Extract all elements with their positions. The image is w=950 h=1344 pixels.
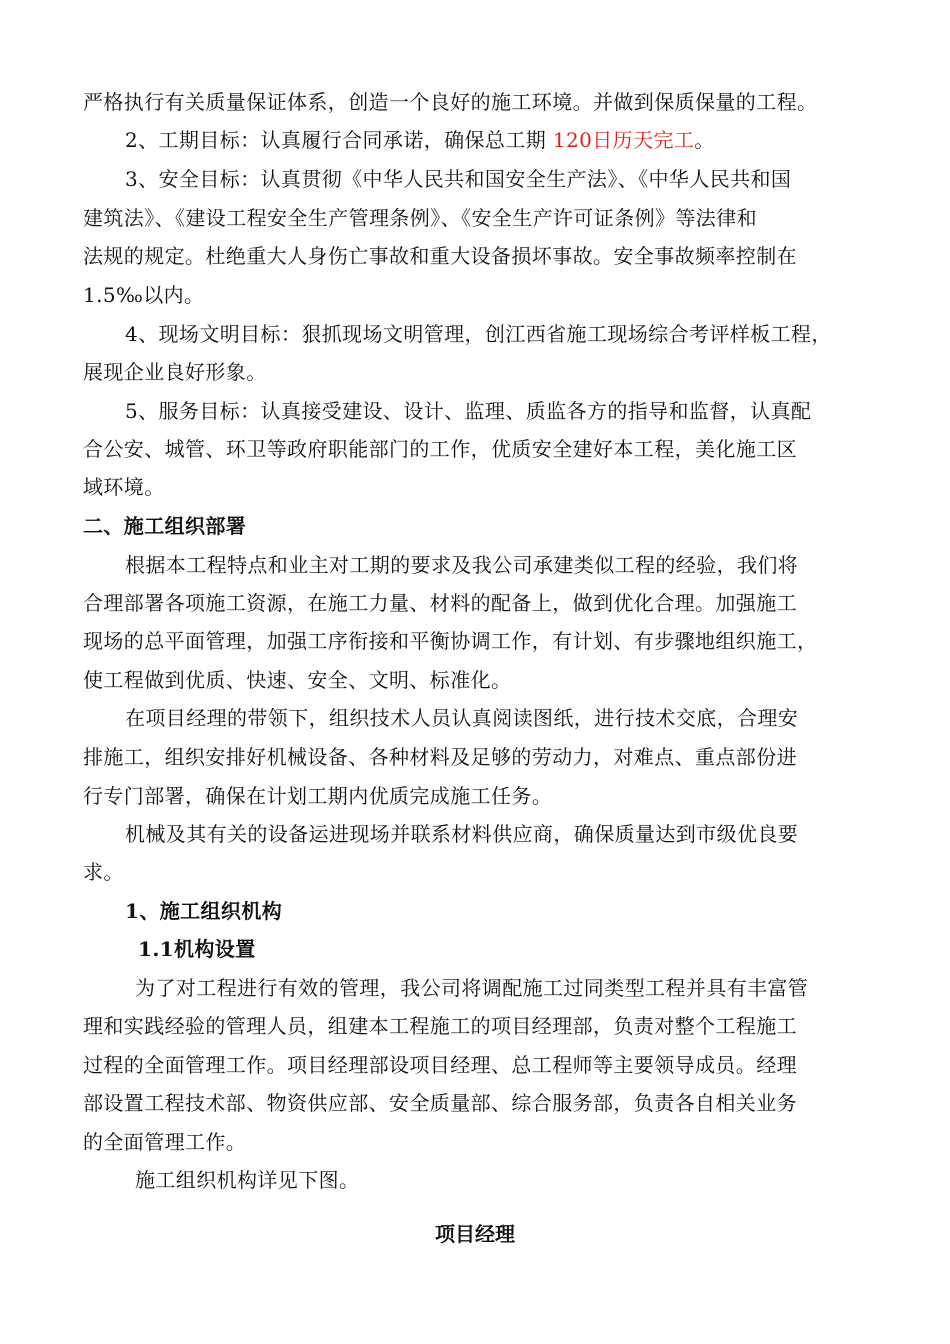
goal-schedule-end: 。 bbox=[694, 128, 715, 152]
section-heading: 二、施工组织部署 bbox=[83, 514, 247, 538]
org-chart-top-node: 项目经理 bbox=[435, 1222, 515, 1246]
paragraph-line: 求。 bbox=[83, 860, 124, 884]
paragraph-line: 过程的全面管理工作。项目经理部设项目经理、总工程师等主要领导成员。经理 bbox=[83, 1053, 797, 1077]
goal-safety-line: 3、安全目标：认真贯彻《中华人民共和国安全生产法》、《中华人民共和国 bbox=[125, 167, 792, 191]
paragraph-line: 根据本工程特点和业主对工期的要求及我公司承建类似工程的经验，我们将 bbox=[125, 553, 799, 577]
paragraph-line: 现场的总平面管理，加强工序衔接和平衡协调工作，有计划、有步骤地组织施工， bbox=[83, 629, 818, 653]
goal-civilization-line: 4、现场文明目标：狠抓现场文明管理，创江西省施工现场综合考评样板工程， bbox=[125, 322, 832, 346]
paragraph-line: 合理部署各项施工资源，在施工力量、材料的配备上，做到优化合理。加强施工 bbox=[83, 591, 797, 615]
subsubsection-heading: 1.1机构设置 bbox=[138, 937, 256, 961]
goal-schedule-line bbox=[125, 126, 715, 154]
paragraph-line: 使工程做到优质、快速、安全、文明、标准化。 bbox=[83, 668, 512, 692]
paragraph-line: 法规的规定。杜绝重大人身伤亡事故和重大设备损坏事故。安全事故频率控制在 bbox=[83, 244, 797, 268]
subsection-heading: 1、施工组织机构 bbox=[125, 899, 283, 923]
paragraph-line: 合公安、城管、环卫等政府职能部门的工作，优质安全建好本工程，美化施工区 bbox=[83, 437, 797, 461]
paragraph-line: 排施工，组织安排好机械设备、各种材料及足够的劳动力，对难点、重点部份进 bbox=[83, 745, 797, 769]
paragraph-line: 域环境。 bbox=[83, 475, 165, 499]
schedule-days-highlight: 120日历天完工 bbox=[552, 128, 695, 152]
goal-service-line: 5、服务目标：认真接受建设、设计、监理、质监各方的指导和监督，认真配 bbox=[125, 399, 812, 423]
paragraph-line: 展现企业良好形象。 bbox=[83, 360, 267, 384]
paragraph-line: 机械及其有关的设备运进现场并联系材料供应商，确保质量达到市级优良要 bbox=[125, 822, 799, 846]
paragraph-line: 为了对工程进行有效的管理，我公司将调配施工过同类型工程并具有丰富管 bbox=[135, 976, 809, 1000]
paragraph-line: 在项目经理的带领下，组织技术人员认真阅读图纸，进行技术交底，合理安 bbox=[125, 706, 799, 730]
paragraph-line: 行专门部署，确保在计划工期内优质完成施工任务。 bbox=[83, 784, 553, 808]
paragraph-line: 施工组织机构详见下图。 bbox=[135, 1168, 360, 1192]
paragraph-line: 建筑法》、《建设工程安全生产管理条例》、《安全生产许可证条例》等法律和 bbox=[83, 206, 757, 230]
paragraph-line: 1.5‰以内。 bbox=[83, 283, 205, 307]
paragraph-line: 的全面管理工作。 bbox=[83, 1130, 247, 1154]
paragraph-line: 理和实践经验的管理人员，组建本工程施工的项目经理部，负责对整个工程施工 bbox=[83, 1014, 797, 1038]
goal-schedule-text: 2、工期目标：认真履行合同承诺，确保总工期 bbox=[125, 128, 553, 152]
paragraph-line: 严格执行有关质量保证体系，创造一个良好的施工环境。并做到保质保量的工程。 bbox=[83, 90, 818, 114]
paragraph-line: 部设置工程技术部、物资供应部、安全质量部、综合服务部，负责各自相关业务 bbox=[83, 1091, 797, 1115]
